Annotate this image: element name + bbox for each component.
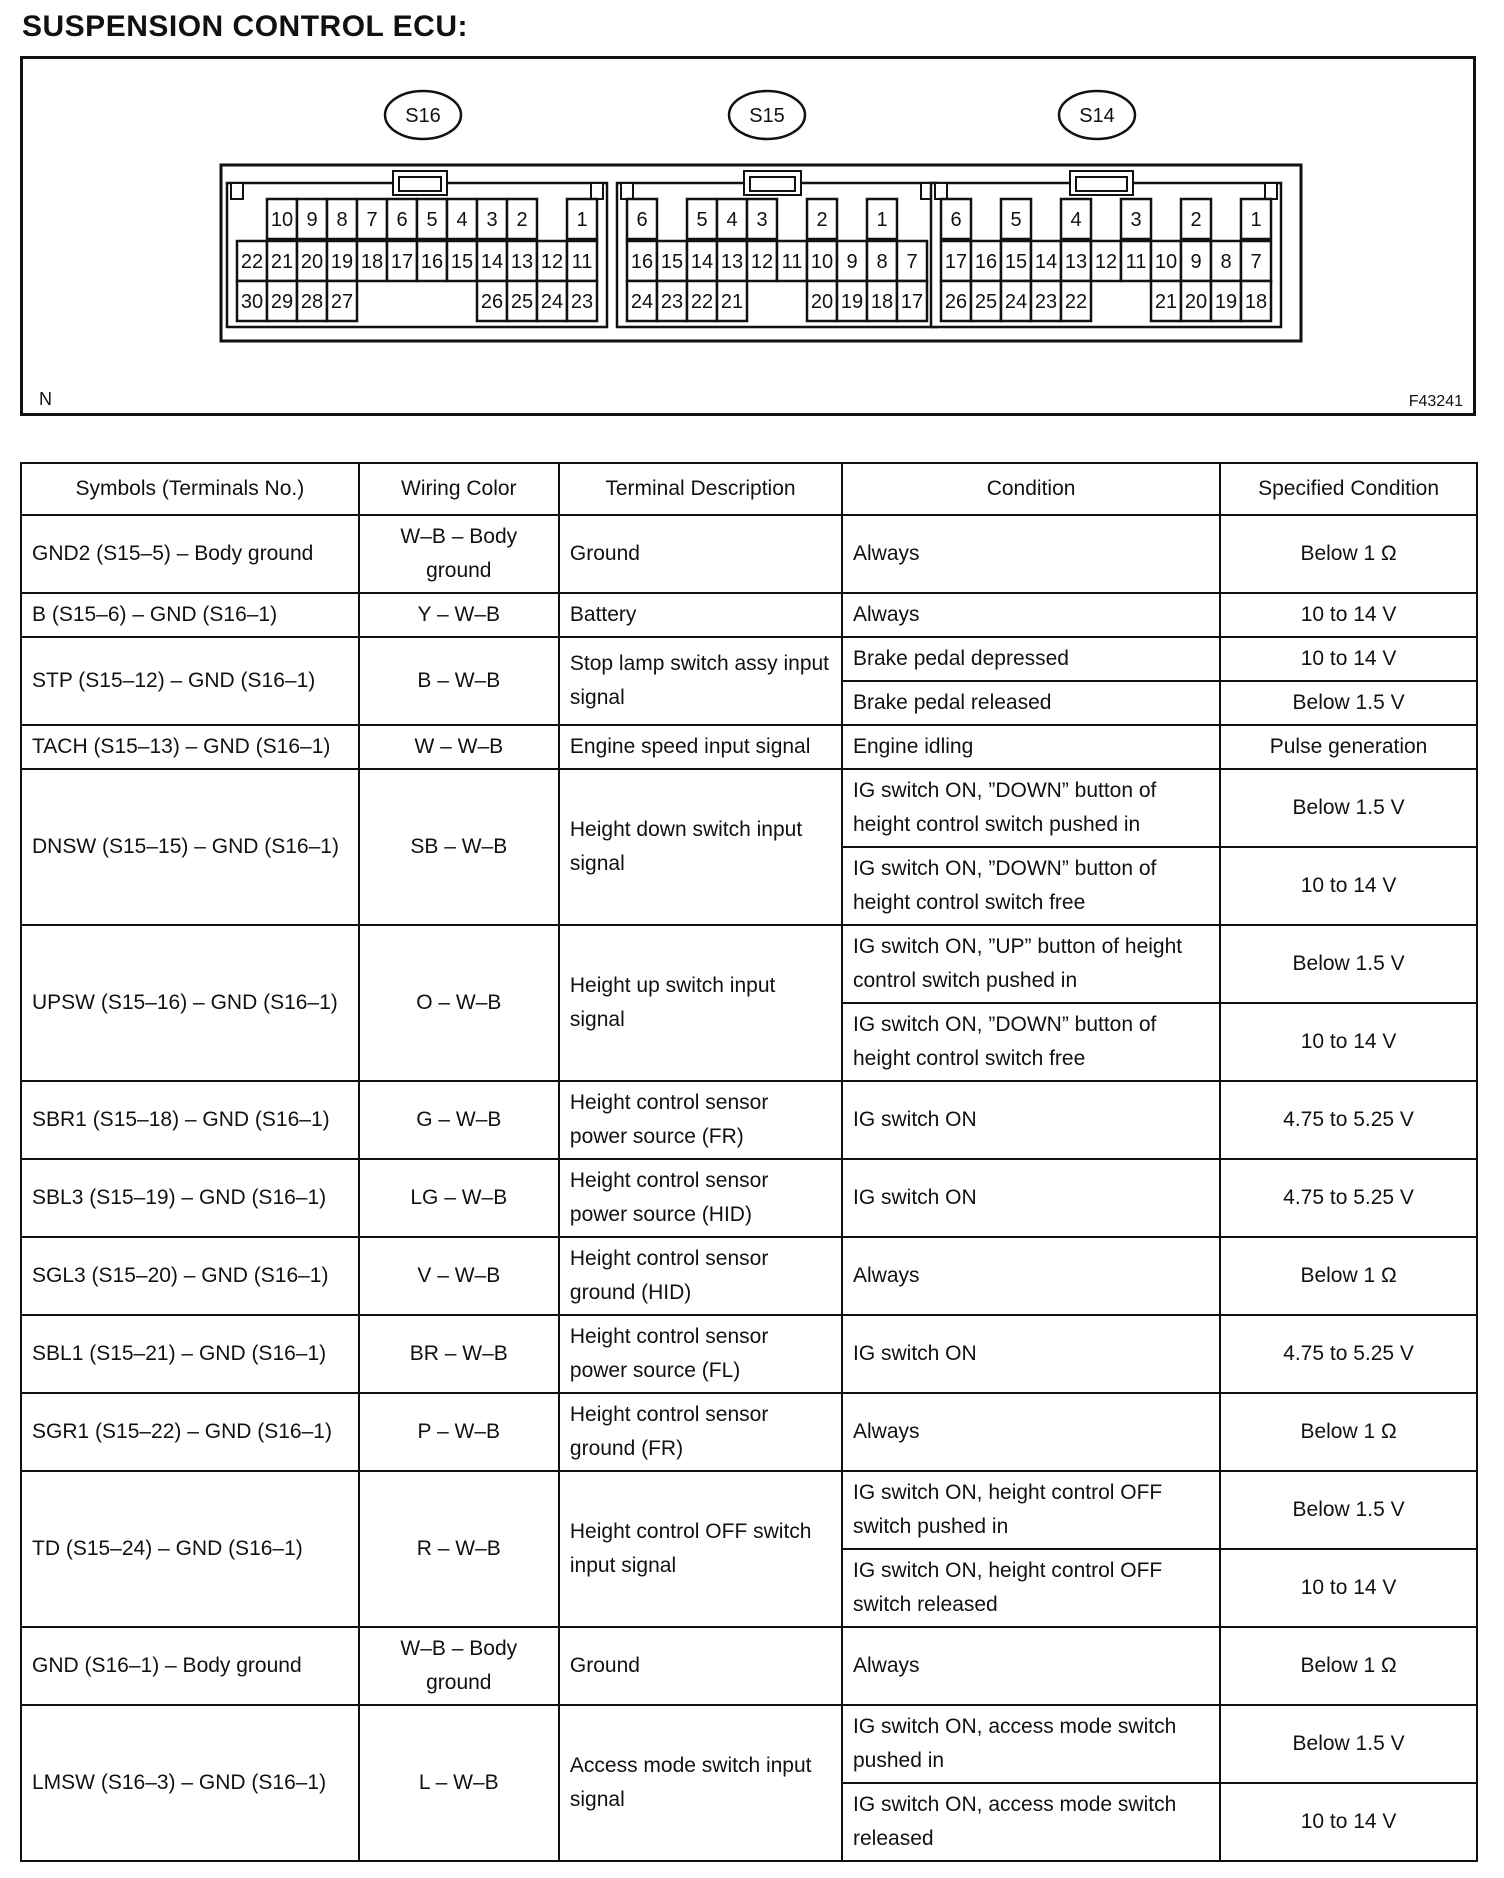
terminal-number: 1	[876, 209, 888, 231]
terminal-number: 12	[540, 251, 564, 273]
terminal-number: 20	[300, 251, 324, 273]
wiring-color-cell: O – W–B	[359, 925, 559, 1081]
condition-cell: Brake pedal released	[842, 681, 1220, 725]
table-row	[21, 1081, 1477, 1159]
connector-label: S16	[405, 105, 441, 127]
terminal-number: 21	[720, 291, 744, 313]
table-row	[21, 515, 1477, 593]
wiring-color-cell: L – W–B	[359, 1705, 559, 1861]
wiring-color-cell: R – W–B	[359, 1471, 559, 1627]
wiring-color-cell: Y – W–B	[359, 593, 559, 637]
terminal-number: 5	[1010, 209, 1022, 231]
terminal-number: 27	[330, 291, 354, 313]
terminal-description-cell: Height control sensor power source (FL)	[559, 1315, 842, 1393]
specified-condition-cell: Below 1.5 V	[1220, 1705, 1477, 1783]
connector-latch	[621, 183, 633, 199]
terminal-number: 15	[660, 251, 684, 273]
specified-condition-cell: Below 1 Ω	[1220, 1237, 1477, 1315]
terminal-number: 14	[690, 251, 714, 273]
condition-cell: IG switch ON	[842, 1159, 1220, 1237]
specified-condition-cell: 4.75 to 5.25 V	[1220, 1315, 1477, 1393]
terminal-description-cell: Height control sensor ground (HID)	[559, 1237, 842, 1315]
terminal-number: 16	[420, 251, 444, 273]
condition-cell: Always	[842, 1393, 1220, 1471]
connector-latch	[231, 183, 243, 199]
terminal-number: 4	[1070, 209, 1082, 231]
terminal-description-cell: Stop lamp switch assy input signal	[559, 637, 842, 725]
condition-cell: IG switch ON, ”DOWN” button of height control switch free	[842, 1003, 1220, 1081]
symbol-cell: SGL3 (S15–20) – GND (S16–1)	[21, 1237, 359, 1315]
symbol-cell: UPSW (S15–16) – GND (S16–1)	[21, 925, 359, 1081]
condition-cell: IG switch ON, ”DOWN” button of height control switch pushed in	[842, 769, 1220, 847]
wiring-color-cell: P – W–B	[359, 1393, 559, 1471]
terminal-number: 2	[516, 209, 528, 231]
table-row	[21, 1315, 1477, 1393]
terminal-number: 3	[486, 209, 498, 231]
condition-cell: Brake pedal depressed	[842, 637, 1220, 681]
terminal-number: 25	[974, 291, 998, 313]
connector-label: S14	[1079, 105, 1115, 127]
terminal-number: 4	[456, 209, 468, 231]
specified-condition-cell: 10 to 14 V	[1220, 637, 1477, 681]
terminal-number: 22	[240, 251, 264, 273]
symbol-cell: B (S15–6) – GND (S16–1)	[21, 593, 359, 637]
terminal-number: 8	[336, 209, 348, 231]
table-header-row	[21, 463, 1477, 515]
terminal-spec-table	[20, 462, 1478, 1862]
header-specified-condition: Specified Condition	[1220, 463, 1477, 515]
condition-cell: IG switch ON, height control OFF switch pushed in	[842, 1471, 1220, 1549]
terminal-number: 21	[1154, 291, 1178, 313]
condition-cell: IG switch ON, height control OFF switch released	[842, 1549, 1220, 1627]
terminal-number: 6	[396, 209, 408, 231]
header-terminal-description: Terminal Description	[559, 463, 842, 515]
terminal-number: 19	[840, 291, 864, 313]
specified-condition-cell: 10 to 14 V	[1220, 1003, 1477, 1081]
symbol-cell: DNSW (S15–15) – GND (S16–1)	[21, 769, 359, 925]
terminal-number: 23	[660, 291, 684, 313]
header-symbols: Symbols (Terminals No.)	[21, 463, 359, 515]
terminal-description-cell: Battery	[559, 593, 842, 637]
terminal-number: 13	[720, 251, 744, 273]
table-row	[21, 725, 1477, 769]
terminal-number: 11	[571, 251, 593, 273]
table-row	[21, 1705, 1477, 1783]
connector-drawing	[23, 59, 1473, 413]
condition-cell: IG switch ON, access mode switch released	[842, 1783, 1220, 1861]
terminal-number: 1	[576, 209, 588, 231]
specified-condition-cell: Below 1 Ω	[1220, 1627, 1477, 1705]
condition-cell: IG switch ON, access mode switch pushed in	[842, 1705, 1220, 1783]
condition-cell: Always	[842, 515, 1220, 593]
header-condition: Condition	[842, 463, 1220, 515]
terminal-number: 26	[944, 291, 968, 313]
terminal-number: 20	[1184, 291, 1208, 313]
terminal-number: 13	[510, 251, 534, 273]
terminal-number: 7	[906, 251, 918, 273]
wiring-color-cell: LG – W–B	[359, 1159, 559, 1237]
terminal-number: 11	[1125, 251, 1147, 273]
terminal-number: 5	[696, 209, 708, 231]
connector-latch	[935, 183, 947, 199]
condition-cell: Always	[842, 1627, 1220, 1705]
connector-diagram	[20, 56, 1476, 416]
terminal-number: 10	[810, 251, 834, 273]
terminal-number: 8	[876, 251, 888, 273]
specified-condition-cell: Pulse generation	[1220, 725, 1477, 769]
terminal-number: 14	[1034, 251, 1058, 273]
specified-condition-cell: Below 1 Ω	[1220, 1393, 1477, 1471]
terminal-number: 22	[1064, 291, 1088, 313]
connector-latch	[591, 183, 603, 199]
terminal-number: 11	[781, 251, 803, 273]
terminal-number: 18	[360, 251, 384, 273]
terminal-description-cell: Height control sensor power source (HID)	[559, 1159, 842, 1237]
terminal-number: 24	[540, 291, 564, 313]
connector-key-inner	[1076, 177, 1127, 191]
terminal-number: 3	[1130, 209, 1142, 231]
wiring-color-cell: B – W–B	[359, 637, 559, 725]
terminal-number: 4	[726, 209, 738, 231]
condition-cell: Engine idling	[842, 725, 1220, 769]
terminal-description-cell: Height control OFF switch input signal	[559, 1471, 842, 1627]
terminal-description-cell: Access mode switch input signal	[559, 1705, 842, 1861]
symbol-cell: SBR1 (S15–18) – GND (S16–1)	[21, 1081, 359, 1159]
terminal-description-cell: Height down switch input signal	[559, 769, 842, 925]
specified-condition-cell: 10 to 14 V	[1220, 1549, 1477, 1627]
terminal-number: 29	[270, 291, 294, 313]
terminal-number: 19	[1214, 291, 1238, 313]
terminal-number: 12	[1094, 251, 1118, 273]
connector-latch	[1265, 183, 1277, 199]
terminal-number: 23	[1034, 291, 1058, 313]
terminal-number: 26	[480, 291, 504, 313]
terminal-number: 17	[390, 251, 414, 273]
terminal-number: 6	[636, 209, 648, 231]
terminal-description-cell: Ground	[559, 515, 842, 593]
terminal-number: 16	[974, 251, 998, 273]
terminal-number: 12	[750, 251, 774, 273]
specified-condition-cell: 10 to 14 V	[1220, 847, 1477, 925]
specified-condition-cell: Below 1.5 V	[1220, 925, 1477, 1003]
terminal-number: 16	[630, 251, 654, 273]
symbol-cell: GND2 (S15–5) – Body ground	[21, 515, 359, 593]
specified-condition-cell: 4.75 to 5.25 V	[1220, 1081, 1477, 1159]
terminal-number: 10	[1154, 251, 1178, 273]
symbol-cell: GND (S16–1) – Body ground	[21, 1627, 359, 1705]
terminal-number: 19	[330, 251, 354, 273]
terminal-number: 23	[570, 291, 594, 313]
table-row	[21, 1159, 1477, 1237]
terminal-number: 24	[630, 291, 654, 313]
terminal-number: 9	[306, 209, 318, 231]
symbol-cell: TACH (S15–13) – GND (S16–1)	[21, 725, 359, 769]
specified-condition-cell: 4.75 to 5.25 V	[1220, 1159, 1477, 1237]
terminal-number: 22	[690, 291, 714, 313]
terminal-number: 25	[510, 291, 534, 313]
wiring-color-cell: V – W–B	[359, 1237, 559, 1315]
terminal-number: 2	[816, 209, 828, 231]
terminal-number: 18	[870, 291, 894, 313]
terminal-number: 24	[1004, 291, 1028, 313]
terminal-number: 3	[756, 209, 768, 231]
symbol-cell: SBL3 (S15–19) – GND (S16–1)	[21, 1159, 359, 1237]
condition-cell: IG switch ON	[842, 1081, 1220, 1159]
table-row	[21, 1393, 1477, 1471]
terminal-number: 20	[810, 291, 834, 313]
terminal-number: 28	[300, 291, 324, 313]
terminal-number: 14	[480, 251, 504, 273]
terminal-number: 7	[366, 209, 378, 231]
terminal-number: 1	[1250, 209, 1262, 231]
condition-cell: IG switch ON	[842, 1315, 1220, 1393]
table-row	[21, 925, 1477, 1003]
terminal-number: 18	[1244, 291, 1268, 313]
terminal-number: 17	[900, 291, 924, 313]
table-row	[21, 593, 1477, 637]
page-title: SUSPENSION CONTROL ECU:	[22, 10, 468, 43]
terminal-number: 7	[1250, 251, 1262, 273]
terminal-number: 15	[1004, 251, 1028, 273]
terminal-description-cell: Engine speed input signal	[559, 725, 842, 769]
terminal-description-cell: Height control sensor power source (FR)	[559, 1081, 842, 1159]
symbol-cell: LMSW (S16–3) – GND (S16–1)	[21, 1705, 359, 1861]
specified-condition-cell: 10 to 14 V	[1220, 1783, 1477, 1861]
condition-cell: IG switch ON, ”UP” button of height control switch pushed in	[842, 925, 1220, 1003]
wiring-color-cell: W–B – Body ground	[359, 515, 559, 593]
wiring-color-cell: W–B – Body ground	[359, 1627, 559, 1705]
wiring-color-cell: SB – W–B	[359, 769, 559, 925]
header-wiring-color: Wiring Color	[359, 463, 559, 515]
wiring-color-cell: BR – W–B	[359, 1315, 559, 1393]
specified-condition-cell: 10 to 14 V	[1220, 593, 1477, 637]
table-row	[21, 769, 1477, 847]
table-body	[21, 515, 1477, 1861]
figure-corner-label: N	[39, 389, 52, 409]
terminal-number: 9	[1190, 251, 1202, 273]
terminal-number: 6	[950, 209, 962, 231]
condition-cell: IG switch ON, ”DOWN” button of height control switch free	[842, 847, 1220, 925]
terminal-description-cell: Ground	[559, 1627, 842, 1705]
figure-code: F43241	[1408, 393, 1463, 410]
table-row	[21, 637, 1477, 681]
specified-condition-cell: Below 1 Ω	[1220, 515, 1477, 593]
symbol-cell: TD (S15–24) – GND (S16–1)	[21, 1471, 359, 1627]
terminal-number: 8	[1220, 251, 1232, 273]
terminal-description-cell: Height control sensor ground (FR)	[559, 1393, 842, 1471]
symbol-cell: STP (S15–12) – GND (S16–1)	[21, 637, 359, 725]
terminal-number: 17	[944, 251, 968, 273]
connector-key-inner	[750, 177, 795, 191]
wiring-color-cell: G – W–B	[359, 1081, 559, 1159]
terminal-number: 15	[450, 251, 474, 273]
specified-condition-cell: Below 1.5 V	[1220, 681, 1477, 725]
table-row	[21, 1471, 1477, 1549]
symbol-cell: SGR1 (S15–22) – GND (S16–1)	[21, 1393, 359, 1471]
wiring-color-cell: W – W–B	[359, 725, 559, 769]
specified-condition-cell: Below 1.5 V	[1220, 1471, 1477, 1549]
table-row	[21, 1237, 1477, 1315]
table-row	[21, 1627, 1477, 1705]
terminal-number: 13	[1064, 251, 1088, 273]
terminal-description-cell: Height up switch input signal	[559, 925, 842, 1081]
connector-label: S15	[749, 105, 785, 127]
condition-cell: Always	[842, 593, 1220, 637]
terminal-number: 5	[426, 209, 438, 231]
specified-condition-cell: Below 1.5 V	[1220, 769, 1477, 847]
terminal-number: 30	[240, 291, 264, 313]
terminal-number: 2	[1190, 209, 1202, 231]
connector-key-inner	[399, 177, 441, 191]
terminal-number: 9	[846, 251, 858, 273]
symbol-cell: SBL1 (S15–21) – GND (S16–1)	[21, 1315, 359, 1393]
condition-cell: Always	[842, 1237, 1220, 1315]
terminal-number: 10	[270, 209, 294, 231]
terminal-number: 21	[270, 251, 294, 273]
